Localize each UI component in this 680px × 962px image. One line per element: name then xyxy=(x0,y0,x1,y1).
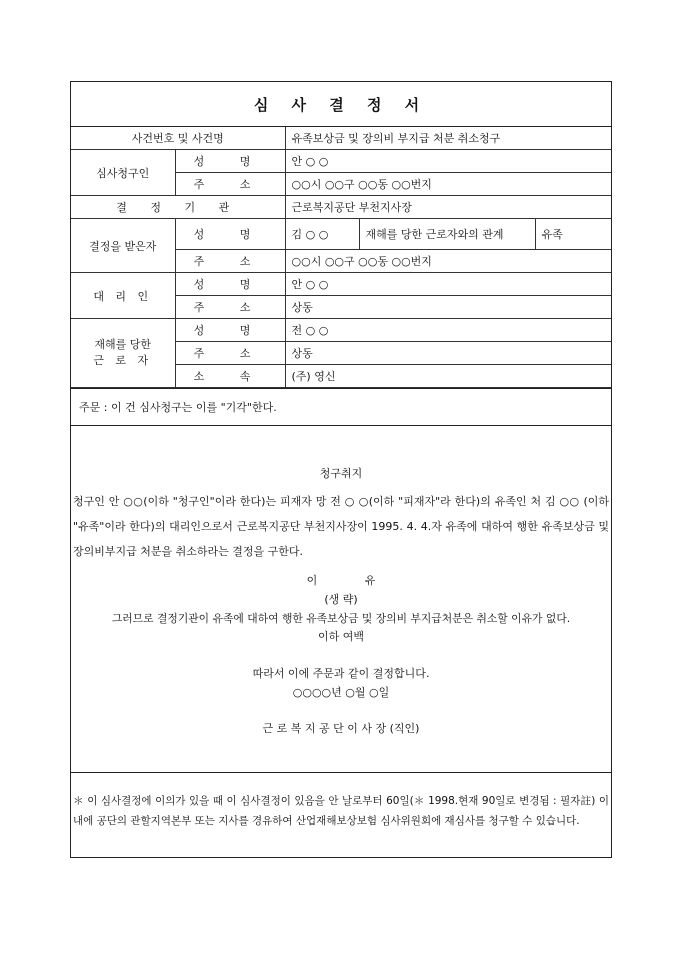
recipient-name-label: 성 명 xyxy=(175,219,285,250)
agent-row-name xyxy=(71,273,611,296)
omitted-text: (생 략) xyxy=(324,593,358,606)
recipient-row-name xyxy=(71,219,611,250)
agent-name-label: 성 명 xyxy=(175,273,285,296)
agent-addr: 상동 xyxy=(285,296,611,319)
worker-addr-label: 주 소 xyxy=(175,342,285,365)
worker-label xyxy=(71,319,175,388)
agent-addr-label: 주 소 xyxy=(175,296,285,319)
worker-label-line1: 재해를 당한 xyxy=(94,338,152,351)
decision-org-value: 근로복지공단 부천지사장 xyxy=(285,196,611,219)
conclusion-text: 그러므로 결정기관이 유족에 대하여 행한 유족보상금 및 장의비 부지급처분은 취소할 이유가 없다. xyxy=(111,612,571,625)
applicant-row-name xyxy=(71,150,611,173)
document-title: 심 사 결 정 서 xyxy=(71,82,611,127)
reason-heading: 이 유 xyxy=(306,574,398,587)
info-table xyxy=(71,127,611,388)
recipient-label: 결정을 받은자 xyxy=(71,219,175,273)
recipient-relation-label: 재해를 당한 근로자와의 관계 xyxy=(359,219,535,250)
claim-heading: 청구취지 xyxy=(319,467,363,480)
applicant-label: 심사청구인 xyxy=(71,150,175,196)
decide-text: 따라서 이에 주문과 같이 결정합니다. xyxy=(252,667,430,680)
decision-date: ○○○○년 ○월 ○일 xyxy=(292,686,390,699)
recipient-addr-label: 주 소 xyxy=(175,250,285,273)
order-text: 주문 : 이 건 심사청구는 이를 "기각"한다. xyxy=(71,388,611,425)
worker-addr: 상동 xyxy=(285,342,611,365)
decision-org-row xyxy=(71,196,611,219)
appeal-note: ＊ 이 심사결정에 이의가 있을 때 이 심사결정이 있음을 안 날로부터 60일(＊ 1998.현재 90일로 변경됨 : 필자註) 이내에 공단의 관할지역본부 또는 지사를 경유하여 산업재해보상보험 심사위원회에 재심사를 청구할 수 있습니다. xyxy=(71,772,611,857)
below-blank-text: 이하 여백 xyxy=(317,630,364,643)
applicant-addr-label: 주 소 xyxy=(175,173,285,196)
worker-row-name xyxy=(71,319,611,342)
signature-line: 근 로 복 지 공 단 이 사 장 (직인) xyxy=(262,722,420,735)
applicant-name: 안 ○ ○ xyxy=(285,150,611,173)
agent-name: 안 ○ ○ xyxy=(285,273,611,296)
applicant-addr: ○○시 ○○구 ○○동 ○○번지 xyxy=(285,173,611,196)
worker-name: 전 ○ ○ xyxy=(285,319,611,342)
recipient-name: 김 ○ ○ xyxy=(285,219,359,250)
case-value: 유족보상금 및 장의비 부지급 처분 취소청구 xyxy=(285,127,611,150)
decision-org-label: 결 정 기 관 xyxy=(71,196,285,219)
decision-document xyxy=(70,81,612,858)
recipient-addr: ○○시 ○○구 ○○동 ○○번지 xyxy=(285,250,611,273)
applicant-name-label: 성 명 xyxy=(175,150,285,173)
agent-label: 대 리 인 xyxy=(71,273,175,319)
worker-affil-label: 소 속 xyxy=(175,365,285,388)
worker-affil: (주) 영신 xyxy=(285,365,611,388)
decision-body xyxy=(71,425,611,772)
claim-text: 청구인 안 ○○(이하 "청구인"이라 한다)는 피재자 망 전 ○ ○(이하 "피재자"라 한다)의 유족인 처 김 ○○ (이하 "유족"이라 한다)의 대리인으로서 근로복지공단 부천지사장이 1995. 4. 4.자 유족에 대하여 행한 유족보상금 및 장의비부지급 처분을 취소하라는 결정을 구한다. xyxy=(73,495,609,558)
worker-name-label: 성 명 xyxy=(175,319,285,342)
case-label: 사건번호 및 사건명 xyxy=(71,127,285,150)
worker-label-line2: 근 로 자 xyxy=(93,354,153,367)
recipient-relation: 유족 xyxy=(535,219,611,250)
case-row xyxy=(71,127,611,150)
